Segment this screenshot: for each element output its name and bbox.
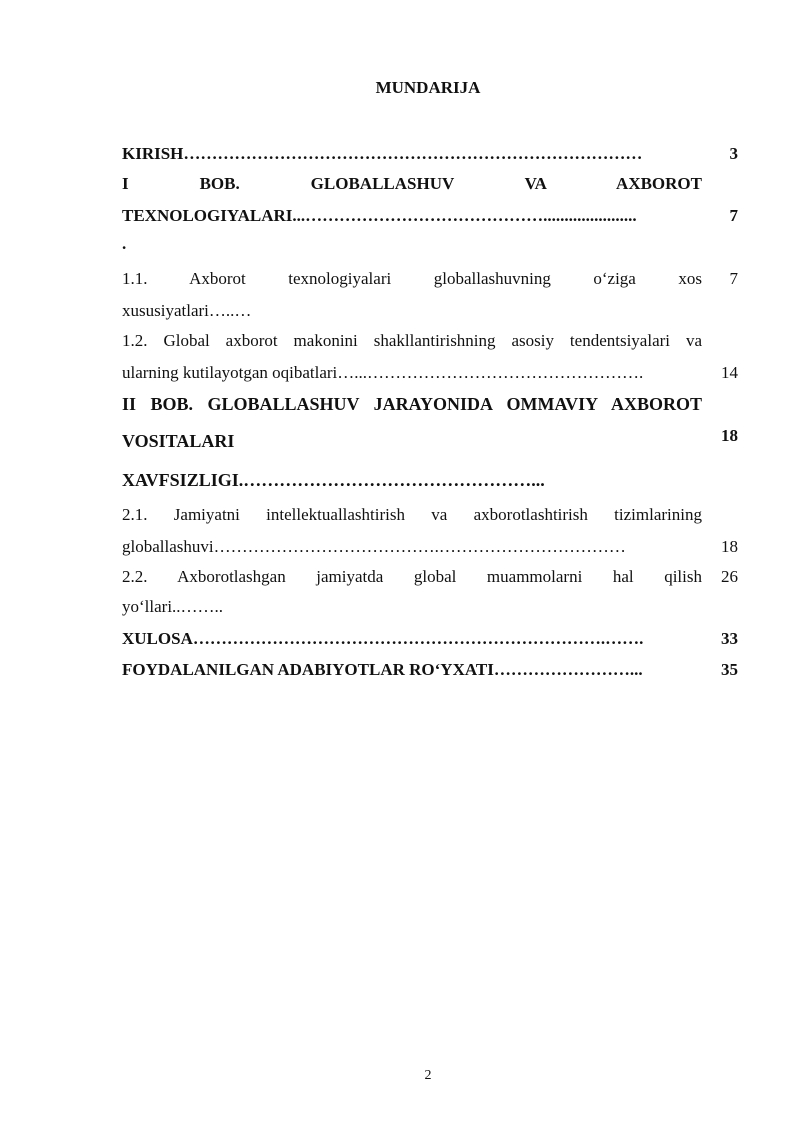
toc-page-number: 7 <box>729 269 738 288</box>
toc-page-number: 35 <box>721 660 738 679</box>
toc-entry-text-line2: yo‘llari..…….. <box>122 597 224 616</box>
toc-entry-text: FOYDALANILGAN ADABIYOTLAR RO‘YXATI……………………... <box>122 660 643 679</box>
toc-page-number: 33 <box>721 629 738 648</box>
toc-entry-text-line3: XAVFSIZLIGI.…………………………………………... <box>122 470 545 490</box>
toc-entry-text-line1: 1.2. Global axborot makonini shakllantirishning asosiy tendentsiyalari va <box>122 331 702 350</box>
toc-entry-text-line2: TEXNOLOGIYALARI...……………………………………...................... <box>122 206 637 225</box>
toc-page-number: 18 <box>721 537 738 556</box>
toc-entry-text-line1: I BOB. GLOBALLASHUV VA AXBOROT <box>122 174 702 193</box>
toc-page-number: 26 <box>721 567 738 586</box>
toc-entry-text-line1: 1.1. Axborot texnologiyalari globallashuvning o‘ziga xos <box>122 269 702 288</box>
toc-entry-text-line1: 2.1. Jamiyatni intellektuallashtirish va axborotlashtirish tizimlarining <box>122 505 702 524</box>
toc-entry-text: KIRISH……………………………………………………………………… <box>122 144 643 163</box>
toc-entry-text-line1: 2.2. Axborotlashgan jamiyatda global muammolarni hal qilish <box>122 567 702 586</box>
toc-page-number: 18 <box>721 426 738 445</box>
toc-heading: MUNDARIJA <box>375 78 481 97</box>
page-number: 2 <box>424 1068 432 1083</box>
toc-entry-text-line1: II BOB. GLOBALLASHUV JARAYONIDA OMMAVIY AXBOROT <box>122 394 702 414</box>
toc-page-number: 14 <box>721 363 738 382</box>
toc-page-number: 3 <box>729 144 738 163</box>
toc-entry-text-line2: ularning kutilayotgan oqibatlari…...…………………………………………. <box>122 363 644 382</box>
toc-entry-text-line2: xususiyatlari…..… <box>122 301 252 320</box>
toc-entry-text-line3: . <box>122 234 127 253</box>
toc-entry-text: XULOSA……………………………………………………………….……. <box>122 629 644 648</box>
toc-entry-text-line2: globallashuvi………………………………….…………………………… <box>122 537 626 556</box>
toc-page-number: 7 <box>729 206 738 225</box>
toc-entry-text-line2: VOSITALARI <box>122 431 235 451</box>
